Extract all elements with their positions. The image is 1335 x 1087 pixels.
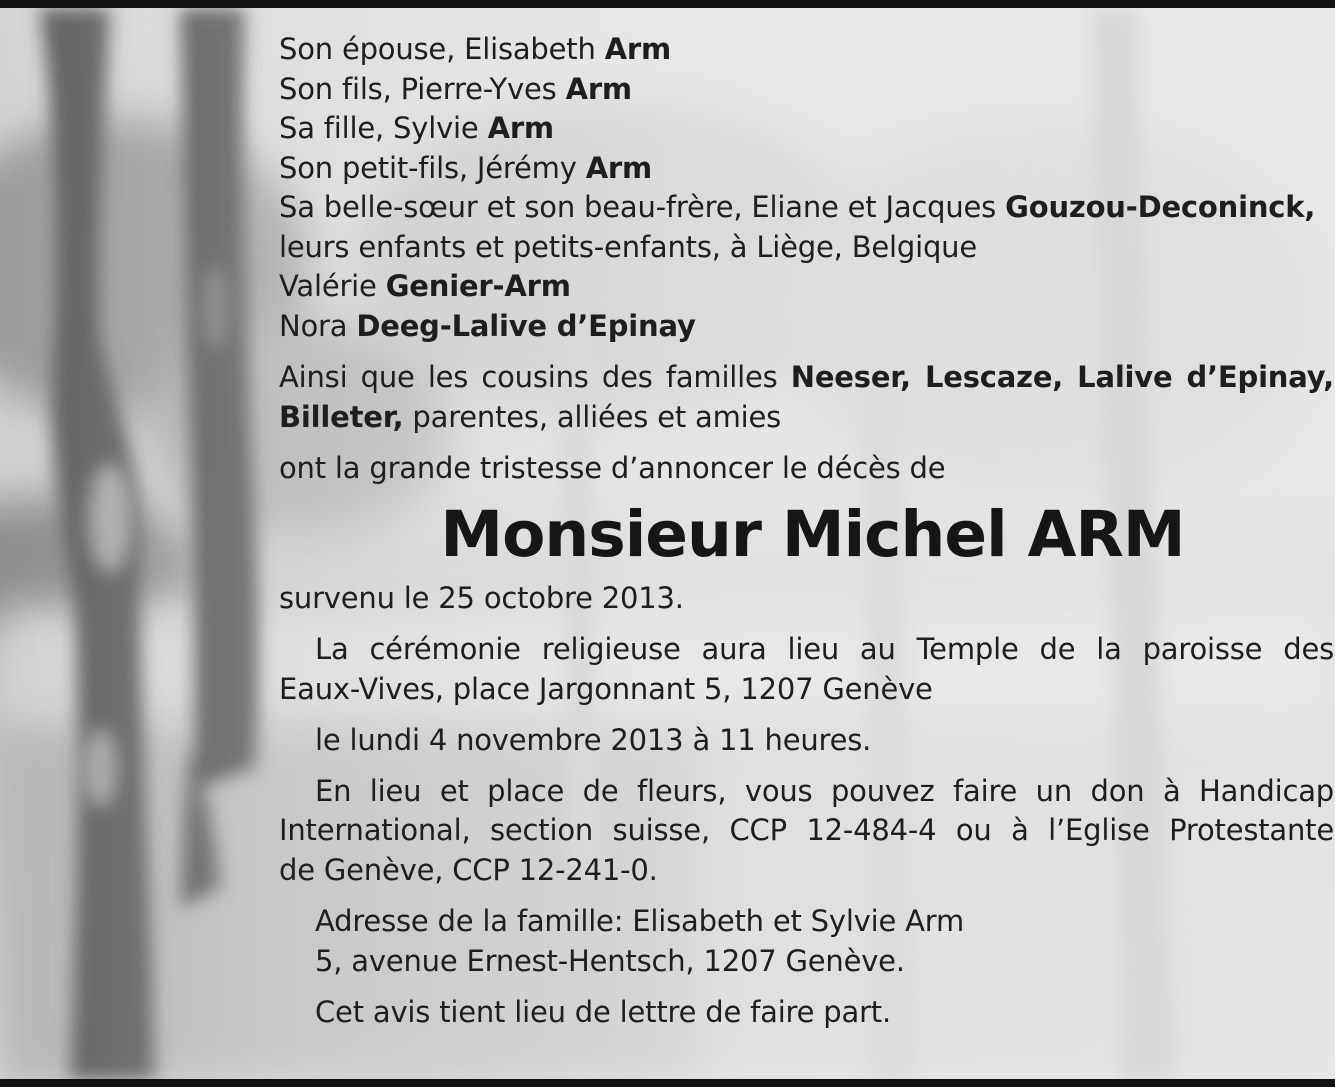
bottom-border-rule <box>0 1079 1335 1087</box>
donations-paragraph <box>279 772 1334 891</box>
family-line-grandson: Son petit-fils, Jérémy Arm <box>279 150 653 185</box>
family-list <box>279 30 1334 346</box>
deceased-name-heading: Monsieur Michel ARM <box>440 497 1185 571</box>
family-address <box>279 902 1334 981</box>
cousins-line-1: Ainsi que les cousins des familles Neeser, Lescaze, Lalive d’Epinay, <box>279 360 1335 394</box>
family-line-in-laws-children: leurs enfants et petits-enfants, à Liège, Belgique <box>279 229 977 264</box>
family-address-line-2: 5, avenue Ernest-Hentsch, 1207 Genève. <box>315 943 905 978</box>
date-of-death: survenu le 25 octobre 2013. <box>279 580 684 615</box>
family-line-spouse: Son épouse, Elisabeth Arm <box>279 32 672 66</box>
notice-text <box>279 30 1334 1033</box>
ceremony-paragraph <box>279 630 1334 709</box>
family-line-nora: Nora Deeg-Lalive d’Epinay <box>279 308 696 343</box>
donations-line-3: de Genève, CCP 12-241-0. <box>279 852 658 887</box>
announcement-text: ont la grande tristesse d’annoncer le décès de <box>279 451 946 485</box>
family-line-son: Son fils, Pierre-Yves Arm <box>279 71 632 106</box>
donations-line-2: International, section suisse, CCP 12-484-4 ou à l’Eglise Protestante <box>279 813 1334 847</box>
closing-note: Cet avis tient lieu de lettre de faire part. <box>315 995 891 1029</box>
top-border-rule <box>0 0 1335 8</box>
cousins-paragraph <box>279 358 1334 437</box>
ceremony-line-1: La cérémonie religieuse aura lieu au Temple de la paroisse des <box>315 632 1334 666</box>
family-line-valerie: Valérie Genier-Arm <box>279 269 571 303</box>
ceremony-date: le lundi 4 novembre 2013 à 11 heures. <box>315 723 872 757</box>
cousins-line-2: Billeter, parentes, alliées et amies <box>279 399 782 434</box>
ceremony-line-2: Eaux-Vives, place Jargonnant 5, 1207 Genève <box>279 671 933 706</box>
donations-line-1: En lieu et place de fleurs, vous pouvez faire un don à Handicap <box>315 773 1334 808</box>
family-line-daughter: Sa fille, Sylvie Arm <box>279 111 554 145</box>
family-address-line-1: Adresse de la famille: Elisabeth et Sylvie Arm <box>315 904 965 938</box>
family-line-in-laws: Sa belle-sœur et son beau-frère, Eliane et Jacques Gouzou-Deconinck, <box>279 190 1316 224</box>
